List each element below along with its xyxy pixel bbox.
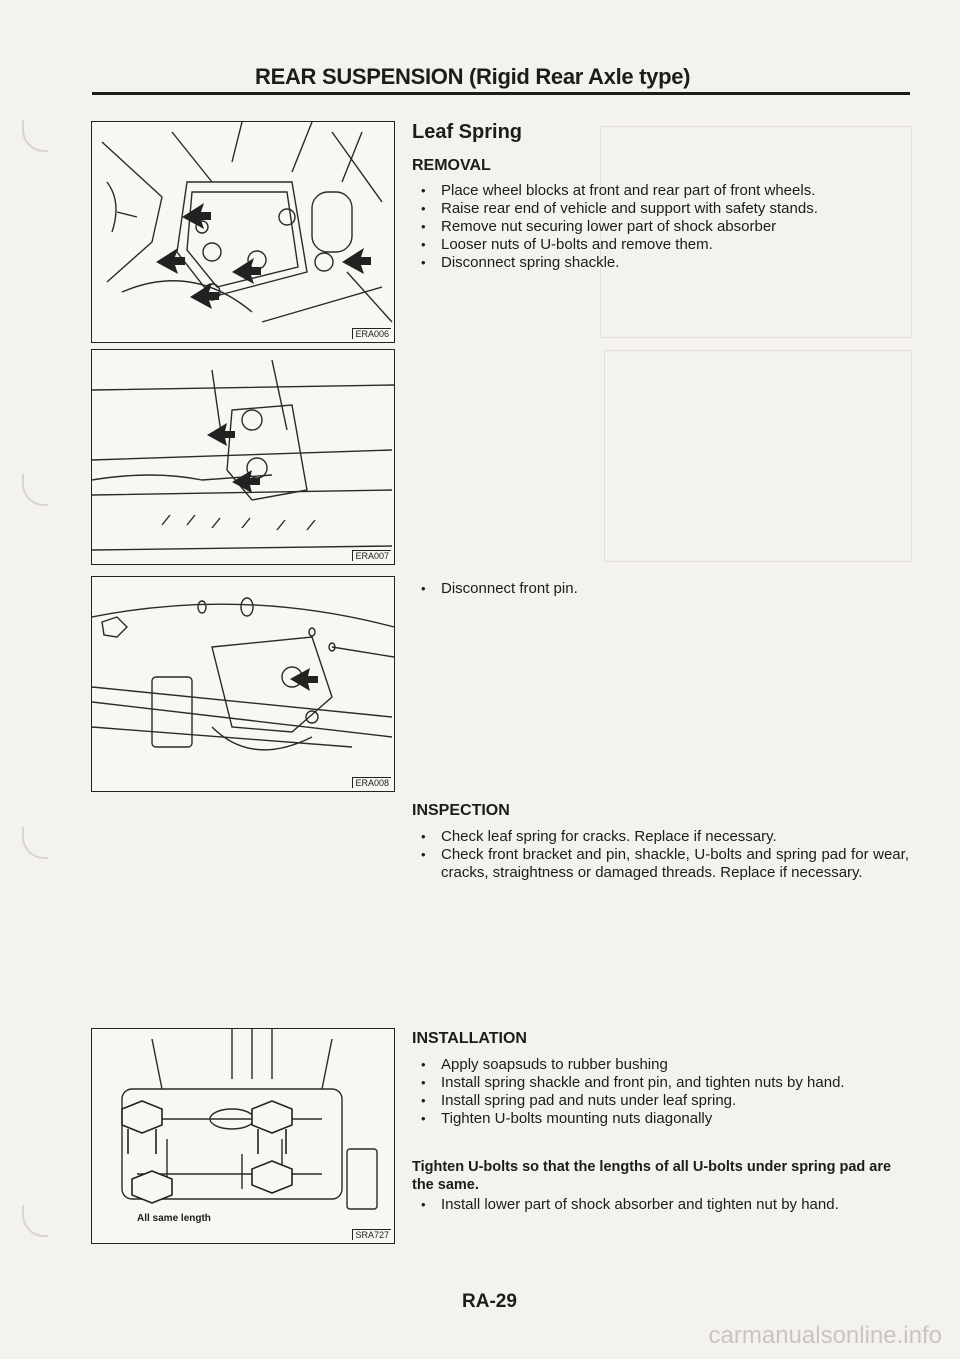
list-item: • Tighten U-bolts mounting nuts diagonally (412, 1110, 909, 1128)
page-number: RA-29 (462, 1291, 517, 1312)
figure-drawing (92, 577, 394, 791)
figure-drawing (92, 350, 394, 564)
installation-steps (412, 1056, 909, 1128)
page-header-title: REAR SUSPENSION (Rigid Rear Axle type) (255, 64, 691, 89)
section-title: Leaf Spring (412, 121, 523, 143)
removal-extra-steps (412, 580, 909, 598)
list-item: • Looser nuts of U-bolts and remove them. (412, 236, 909, 254)
bleed-through-shadow (604, 350, 912, 562)
list-item: • Apply soapsuds to rubber bushing (412, 1056, 909, 1074)
binder-hole-mark (22, 1205, 48, 1237)
installation-note: Tighten U-bolts so that the lengths of all U-bolts under spring pad are the same. (412, 1159, 892, 1193)
u-bolt-nut (122, 1101, 162, 1154)
binder-hole-mark (22, 827, 48, 859)
figure-code: ERA006 (352, 328, 391, 339)
list-item: • Disconnect front pin. (412, 580, 909, 598)
list-item: • Raise rear end of vehicle and support with safety stands. (412, 200, 909, 218)
figure-era007 (91, 349, 395, 565)
removal-steps (412, 182, 909, 272)
removal-heading: REMOVAL (412, 157, 491, 174)
list-item: • Check front bracket and pin, shackle, U-bolts and spring pad for wear, cracks, straightness or damaged threads. Replace if necessary. (412, 846, 909, 882)
figure-caption: All same length (137, 1213, 211, 1224)
figure-era006 (91, 121, 395, 343)
installation-final-step (412, 1196, 909, 1214)
list-item: • Install lower part of shock absorber and tighten nut by hand. (412, 1196, 909, 1214)
list-item: • Install spring pad and nuts under leaf spring. (412, 1092, 909, 1110)
figure-era008 (91, 576, 395, 792)
header-rule (92, 92, 910, 95)
binder-hole-mark (22, 120, 48, 152)
inspection-heading: INSPECTION (412, 802, 510, 819)
binder-hole-mark (22, 474, 48, 506)
figure-drawing (92, 1029, 394, 1243)
figure-code: ERA007 (352, 550, 391, 561)
figure-code: ERA008 (352, 777, 391, 788)
inspection-steps (412, 828, 909, 882)
figure-code: SRA727 (352, 1229, 391, 1240)
figure-drawing (92, 122, 394, 342)
list-item: • Install spring shackle and front pin, and tighten nuts by hand. (412, 1074, 909, 1092)
list-item: • Disconnect spring shackle. (412, 254, 909, 272)
list-item: • Check leaf spring for cracks. Replace if necessary. (412, 828, 909, 846)
installation-heading: INSTALLATION (412, 1030, 527, 1047)
list-item: • Remove nut securing lower part of shock absorber (412, 218, 909, 236)
figure-sra727 (91, 1028, 395, 1244)
list-item: • Place wheel blocks at front and rear part of front wheels. (412, 182, 909, 200)
watermark: carmanualsonline.info (708, 1322, 942, 1349)
